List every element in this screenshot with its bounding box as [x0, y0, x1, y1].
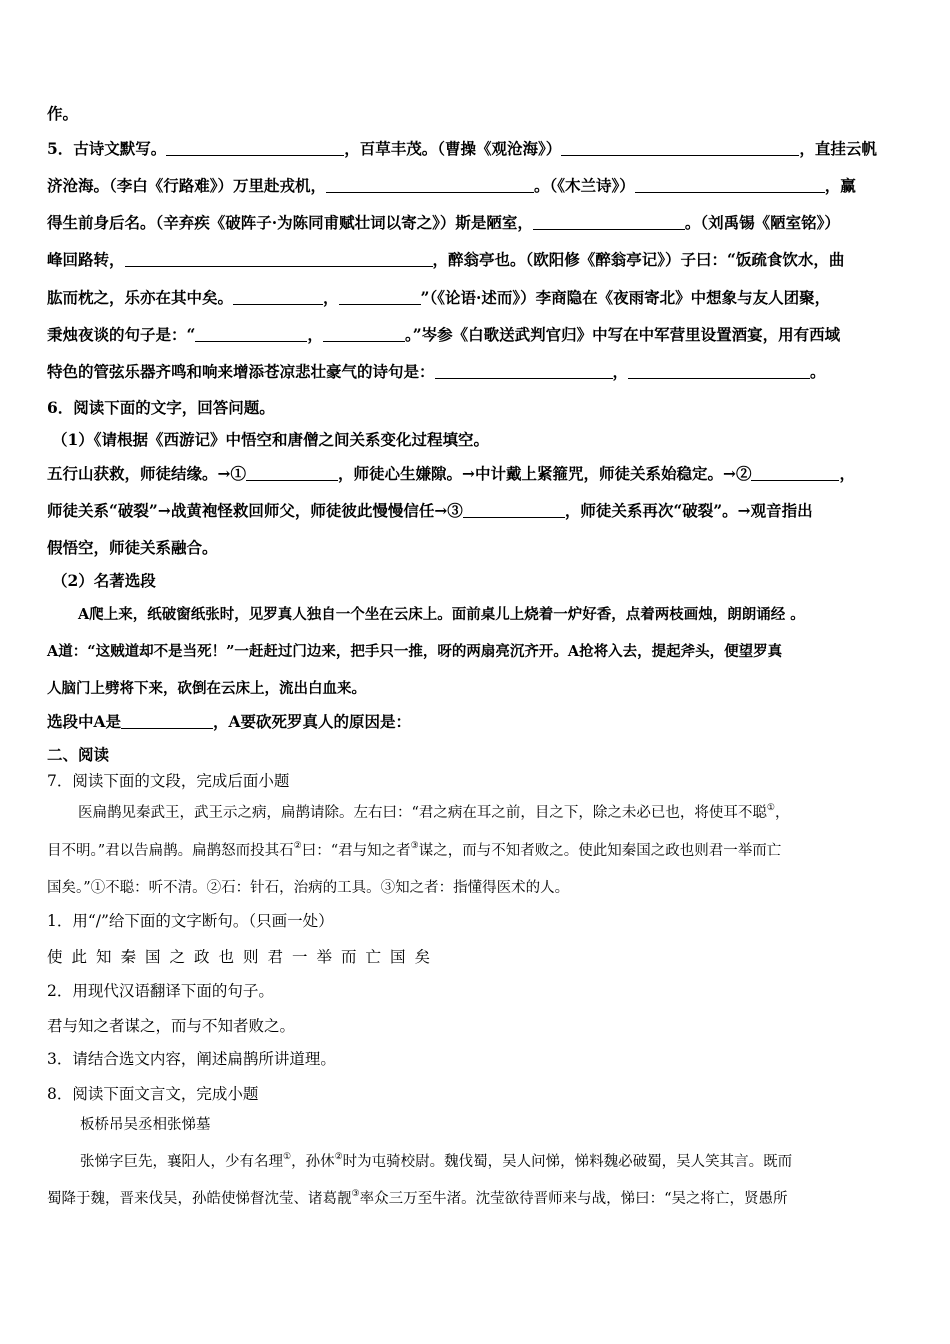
q5-line-4: 峰回路转， ，醉翁亭也。（欧阳修《醉翁亭记》）子曰：“饭疏食饮水，曲 — [47, 250, 845, 269]
section-heading: 二、阅读 — [47, 745, 110, 764]
blank[interactable] — [463, 501, 565, 518]
q5-line-5: 肱而枕之，乐亦在其中矣。 ， ”（《论语·述而》）李商隐在《夜雨寄北》中想象与友人团聚， — [47, 288, 831, 307]
blank[interactable] — [166, 139, 344, 156]
q5-line-2: 济沧海。（李白《行路难》）万里赴戎机， 。（《木兰诗》） ，赢 — [47, 176, 856, 195]
blank[interactable] — [751, 464, 839, 481]
blank[interactable] — [339, 288, 421, 305]
q6-part1-line-2: 师徒关系“破裂”→战黄袍怪救回师父，师徒彼此慢慢信任→③ ，师徒关系再次“破裂”。→观音指出 — [47, 501, 813, 520]
q5-line-3: 得生前身后名。（辛弃疾《破阵子·为陈同甫赋壮词以寄之》）斯是陋室， 。（刘禹锡《陋室铭》） — [47, 213, 840, 232]
blank[interactable] — [195, 325, 307, 342]
blank[interactable] — [533, 213, 685, 230]
q5-line-0: 作。 — [47, 104, 79, 123]
q8-title: 8．阅读下面文言文，完成小题 — [47, 1085, 259, 1103]
blank[interactable] — [233, 288, 323, 305]
q5-line-7: 特色的管弦乐器齐鸣和响来增添苍凉悲壮豪气的诗句是： ， 。 — [47, 362, 826, 381]
q7-sub2-text: 君与知之者谋之，而与不知者败之。 — [47, 1017, 296, 1035]
q6-passage-line-1: A爬上来，纸破窗纸张时，见罗真人独自一个坐在云床上。面前桌儿上烧着一炉好香，点着两枝画烛，朗朗诵经 。 — [78, 606, 805, 623]
q5-line-1: 5．古诗文默写。 ，百草丰茂。（曹操《观沧海》） ，直挂云帆 — [47, 139, 877, 158]
q7-passage-line-2: 目不明。”君以告扁鹊。扁鹊怒而投其石②曰：“君与知之者③谋之，而与不知者败之。使此知秦国之政也则君一举而亡 — [47, 841, 782, 859]
blank[interactable] — [121, 712, 213, 729]
q7-passage-line-1: 医扁鹊见秦武王，武王示之病，扁鹊请除。左右曰：“君之病在耳之前，目之下，除之未必已也，将使耳不聪①， — [78, 803, 790, 821]
q7-sub1-text: 使此知秦国之政也则君一举而亡国矣 — [47, 948, 440, 966]
blank[interactable] — [326, 176, 534, 193]
q6-part1-line-3: 假悟空，师徒关系融合。 — [47, 538, 218, 557]
q8-passage-line-1: 张悌字巨先，襄阳人，少有名理①，孙休②时为屯骑校尉。魏伐蜀，吴人问悌，悌料魏必破蜀，吴人笑其言。既而 — [80, 1152, 793, 1170]
blank[interactable] — [635, 176, 825, 193]
blank[interactable] — [435, 362, 613, 379]
q7-title: 7．阅读下面的文段，完成后面小题 — [47, 772, 290, 790]
q8-heading: 板桥吊吴丞相张悌墓 — [80, 1117, 211, 1133]
blank[interactable] — [561, 139, 799, 156]
q7-sub1: 1．用“/”给下面的文字断句。（只画一处） — [47, 912, 334, 930]
q6-part2-title: （2）名著选段 — [52, 571, 156, 590]
q6-question: 选段中A是 ，A要砍死罗真人的原因是： — [47, 712, 412, 731]
q6-title: 6．阅读下面的文字，回答问题。 — [47, 398, 275, 417]
q6-part1-title: （1）《请根据《西游记》中悟空和唐僧之间关系变化过程填空。 — [52, 430, 490, 449]
q7-sub3: 3．请结合选文内容，阐述扁鹊所讲道理。 — [47, 1050, 336, 1068]
q7-passage-line-3: 国矣。”①不聪：听不清。②石：针石，治病的工具。③知之者：指懂得医术的人。 — [47, 880, 570, 896]
q6-part1-line-1: 五行山获救，师徒结缘。→① ，师徒心生嫌隙。→中计戴上紧箍咒，师徒关系始稳定。→② ， — [47, 464, 855, 483]
blank[interactable] — [628, 362, 810, 379]
blank[interactable] — [323, 325, 405, 342]
q8-passage-line-2: 蜀降于魏，晋来伐吴，孙皓使悌督沈莹、诸葛靓③率众三万至牛渚。沈莹欲待晋师来与战，悌曰：“吴之将亡，贤愚所 — [47, 1189, 788, 1207]
q6-passage-line-2: A道：“这贼道却不是当死！”一赶赶过门边来，把手只一推，呀的两扇亮沉齐开。A抢将入去，提起斧头，便望罗真 — [47, 643, 783, 660]
q7-sub2: 2．用现代汉语翻译下面的句子。 — [47, 982, 274, 1000]
q5-line-6: 秉烛夜谈的句子是：“ ， 。”岑参《白歌送武判官归》中写在中军营里设置酒宴，用有西域 — [47, 325, 841, 344]
blank[interactable] — [246, 464, 338, 481]
q6-passage-line-3: 人脑门上劈将下来，砍倒在云床上，流出白血来。 — [47, 680, 366, 697]
blank[interactable] — [125, 250, 433, 267]
